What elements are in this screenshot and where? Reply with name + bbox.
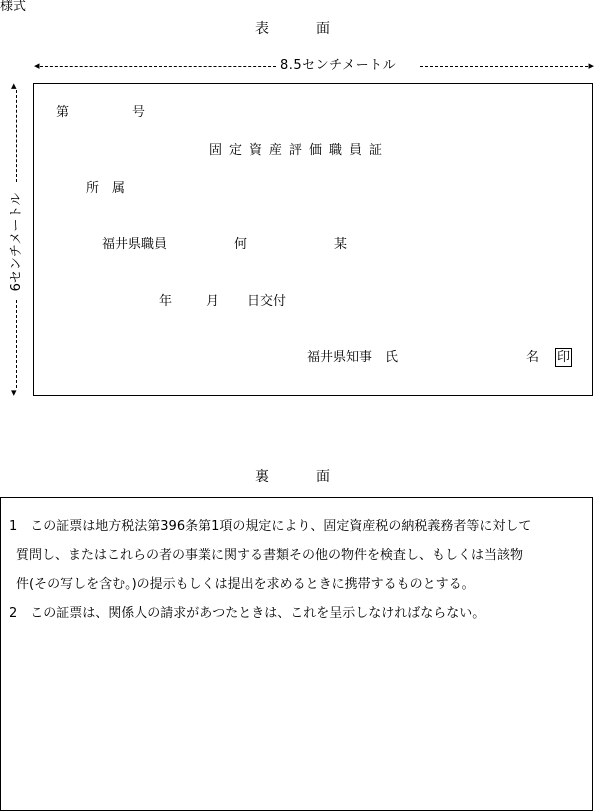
staff-label: 福井県職員 [102, 237, 168, 252]
back-title-left: 裏 [255, 469, 269, 485]
height-dimension-line-top [16, 90, 17, 182]
arrow-right-icon: ▸ [588, 59, 594, 72]
note-1-line-3: 件(その写しを含む。)の提示もしくは提出を求めるときに携帯するものとする。 [16, 577, 475, 592]
id-card-front [33, 83, 593, 396]
width-dimension-line-right [420, 66, 588, 67]
height-dimension-line-bottom [16, 300, 17, 388]
department-label: 所 属 [86, 181, 126, 196]
name-part-1: 何 [234, 237, 248, 252]
id-card-back [0, 497, 593, 811]
issuer-name-label: 名 [526, 350, 540, 365]
arrow-down-icon: ▾ [11, 386, 17, 399]
width-dimension-label: 8.5センチメートル [280, 58, 397, 73]
issue-day-label: 日交付 [247, 294, 287, 309]
note-2: 2 この証票は、関係人の請求があつたときは、これを呈示しなければならない。 [9, 606, 486, 621]
back-side-title [255, 470, 330, 484]
note-1-line-1: 1 この証票は地方税法第396条第1項の規定により、固定資産税の納税義務者等に対して [9, 519, 532, 534]
arrow-left-icon: ◂ [34, 59, 40, 72]
issue-month-label: 月 [206, 294, 220, 309]
note-1-line-2: 質問し、またはこれらの者の事業に関する書類その他の物件を検査し、もしくは当該物 [16, 548, 524, 563]
seal-stamp: 印 [556, 350, 570, 365]
name-part-2: 某 [334, 237, 348, 252]
form-label: 様式 [0, 0, 27, 14]
front-title-left: 表 [255, 21, 269, 37]
width-dimension [36, 59, 592, 73]
certificate-title: 固定資産評価職員証 [209, 143, 390, 158]
issuer-label: 福井県知事 氏 [307, 350, 399, 365]
front-title-right: 面 [316, 21, 330, 37]
issue-year-label: 年 [159, 294, 173, 309]
card-number-prefix: 第 [56, 105, 70, 120]
back-title-right: 面 [316, 469, 330, 485]
width-dimension-line-left [40, 66, 276, 67]
card-number-suffix: 号 [132, 105, 146, 120]
arrow-up-icon: ▴ [11, 79, 17, 92]
height-dimension-label: 6センチメートル [9, 192, 24, 292]
front-side-title [255, 22, 330, 36]
height-dimension [9, 79, 24, 399]
